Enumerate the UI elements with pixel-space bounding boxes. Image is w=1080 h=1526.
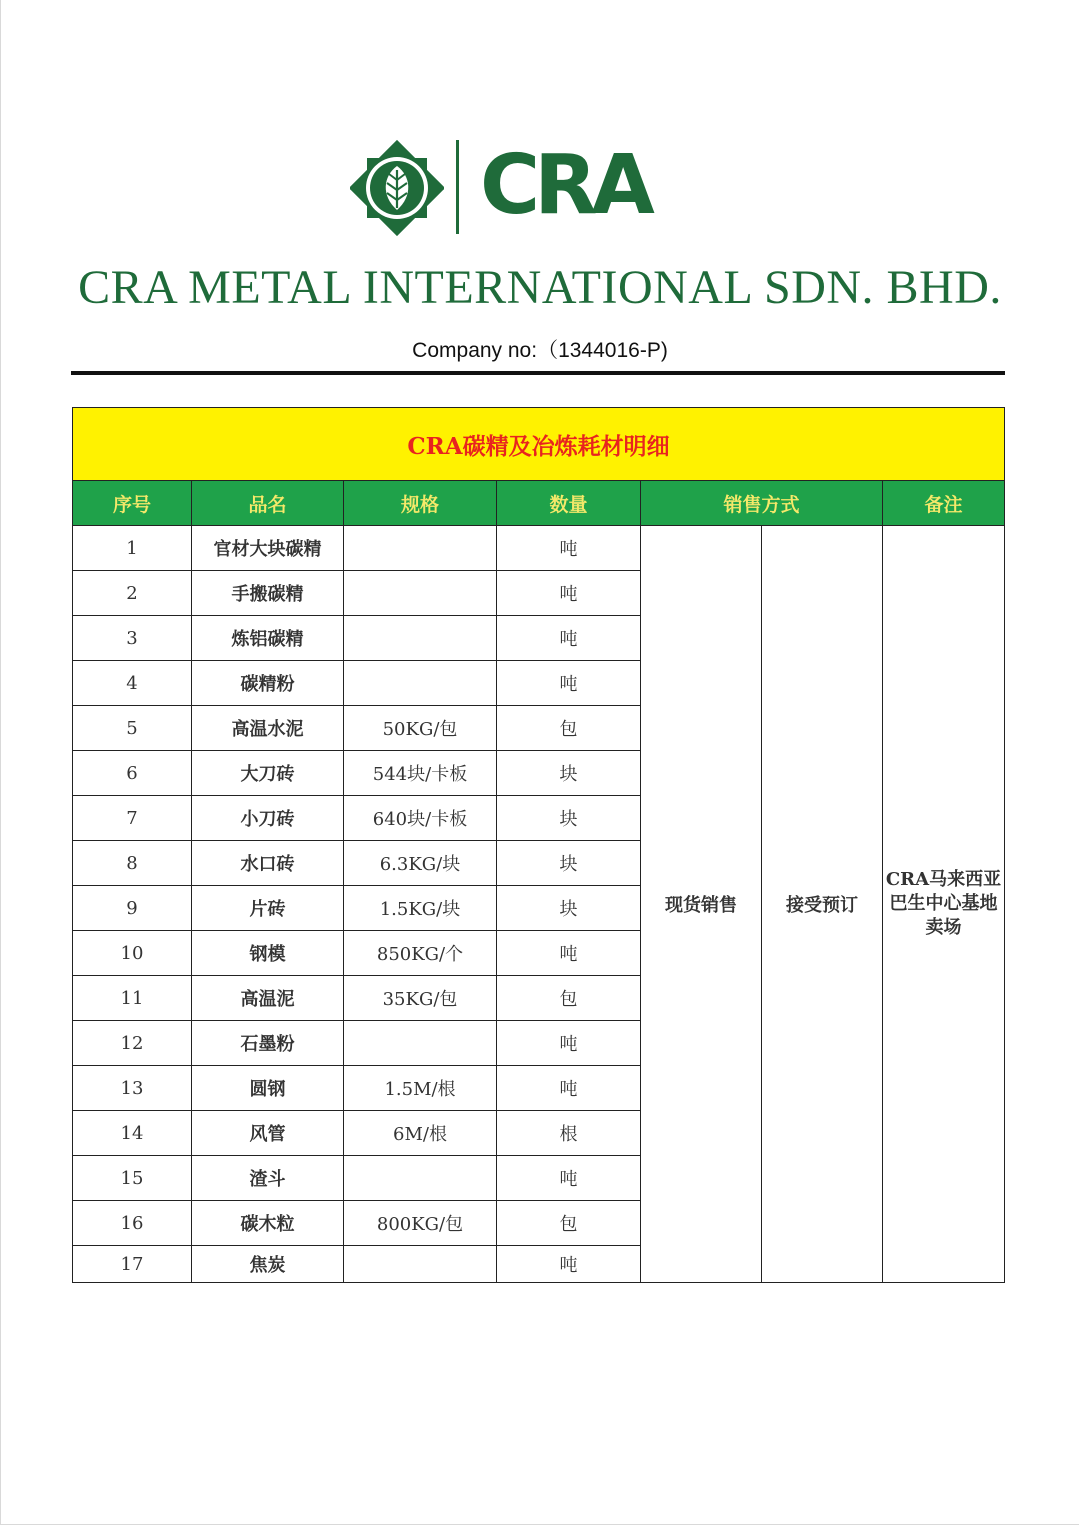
table-header-row — [73, 481, 1005, 526]
row-spec — [344, 526, 497, 571]
note-location: CRA马来西亚巴生中心基地卖场 — [883, 526, 1005, 1283]
row-name: 高温水泥 — [192, 706, 344, 751]
row-spec — [344, 571, 497, 616]
row-no: 15 — [73, 1156, 192, 1201]
header-note: 备注 — [883, 481, 1005, 526]
sales-method-spot: 现货销售 — [641, 526, 762, 1283]
row-spec: 6.3KG/块 — [344, 841, 497, 886]
row-qty: 吨 — [497, 1021, 641, 1066]
row-qty: 吨 — [497, 931, 641, 976]
materials-table — [72, 407, 1005, 1283]
row-spec: 1.5KG/块 — [344, 886, 497, 931]
header-name: 品名 — [192, 481, 344, 526]
table-title: CRA碳精及冶炼耗材明细 — [73, 408, 1005, 481]
row-spec: 800KG/包 — [344, 1201, 497, 1246]
row-spec: 1.5M/根 — [344, 1066, 497, 1111]
company-number: Company no:（1344016-P) — [412, 339, 668, 362]
row-qty: 吨 — [497, 616, 641, 661]
row-name: 官材大块碳精 — [192, 526, 344, 571]
row-qty: 块 — [497, 796, 641, 841]
header-qty: 数量 — [497, 481, 641, 526]
row-no: 14 — [73, 1111, 192, 1156]
row-qty: 吨 — [497, 1066, 641, 1111]
row-no: 5 — [73, 706, 192, 751]
row-qty: 吨 — [497, 661, 641, 706]
row-spec: 6M/根 — [344, 1111, 497, 1156]
row-name: 碳精粉 — [192, 661, 344, 706]
row-no: 8 — [73, 841, 192, 886]
leaf-emblem-icon — [350, 138, 444, 238]
row-name: 水口砖 — [192, 841, 344, 886]
row-qty: 吨 — [497, 526, 641, 571]
header-spec: 规格 — [344, 481, 497, 526]
row-name: 高温泥 — [192, 976, 344, 1021]
row-name: 焦炭 — [192, 1246, 344, 1283]
row-qty: 根 — [497, 1111, 641, 1156]
row-qty: 块 — [497, 751, 641, 796]
row-spec — [344, 616, 497, 661]
row-no: 10 — [73, 931, 192, 976]
sales-method-preorder: 接受预订 — [762, 526, 883, 1283]
row-qty: 块 — [497, 841, 641, 886]
row-no: 2 — [73, 571, 192, 616]
row-no: 4 — [73, 661, 192, 706]
row-name: 碳木粒 — [192, 1201, 344, 1246]
header-rule — [71, 371, 1005, 375]
row-qty: 吨 — [497, 571, 641, 616]
table-title-row — [73, 408, 1005, 481]
row-name: 风管 — [192, 1111, 344, 1156]
row-spec — [344, 1021, 497, 1066]
header-sales: 销售方式 — [641, 481, 883, 526]
row-no: 6 — [73, 751, 192, 796]
row-name: 石墨粉 — [192, 1021, 344, 1066]
row-no: 12 — [73, 1021, 192, 1066]
row-qty: 包 — [497, 706, 641, 751]
row-no: 3 — [73, 616, 192, 661]
row-qty: 块 — [497, 886, 641, 931]
row-name: 钢模 — [192, 931, 344, 976]
row-name: 手搬碳精 — [192, 571, 344, 616]
row-name: 大刀砖 — [192, 751, 344, 796]
table-row — [73, 526, 1005, 571]
row-spec: 850KG/个 — [344, 931, 497, 976]
row-spec: 35KG/包 — [344, 976, 497, 1021]
row-no: 13 — [73, 1066, 192, 1111]
row-name: 渣斗 — [192, 1156, 344, 1201]
row-qty: 吨 — [497, 1246, 641, 1283]
logo-wordmark: CRA — [480, 138, 649, 233]
row-spec — [344, 661, 497, 706]
row-no: 9 — [73, 886, 192, 931]
row-qty: 包 — [497, 1201, 641, 1246]
row-no: 7 — [73, 796, 192, 841]
row-spec: 544块/卡板 — [344, 751, 497, 796]
row-no: 16 — [73, 1201, 192, 1246]
row-no: 11 — [73, 976, 192, 1021]
row-no: 1 — [73, 526, 192, 571]
row-qty: 包 — [497, 976, 641, 1021]
row-qty: 吨 — [497, 1156, 641, 1201]
header-no: 序号 — [73, 481, 192, 526]
company-name: CRA METAL INTERNATIONAL SDN. BHD. — [78, 261, 1002, 314]
row-name: 炼铝碳精 — [192, 616, 344, 661]
row-name: 片砖 — [192, 886, 344, 931]
row-name: 小刀砖 — [192, 796, 344, 841]
row-spec — [344, 1156, 497, 1201]
row-name: 圆钢 — [192, 1066, 344, 1111]
logo-divider — [456, 140, 459, 234]
row-no: 17 — [73, 1246, 192, 1283]
row-spec: 640块/卡板 — [344, 796, 497, 841]
row-spec — [344, 1246, 497, 1283]
company-logo — [350, 138, 660, 238]
row-spec: 50KG/包 — [344, 706, 497, 751]
